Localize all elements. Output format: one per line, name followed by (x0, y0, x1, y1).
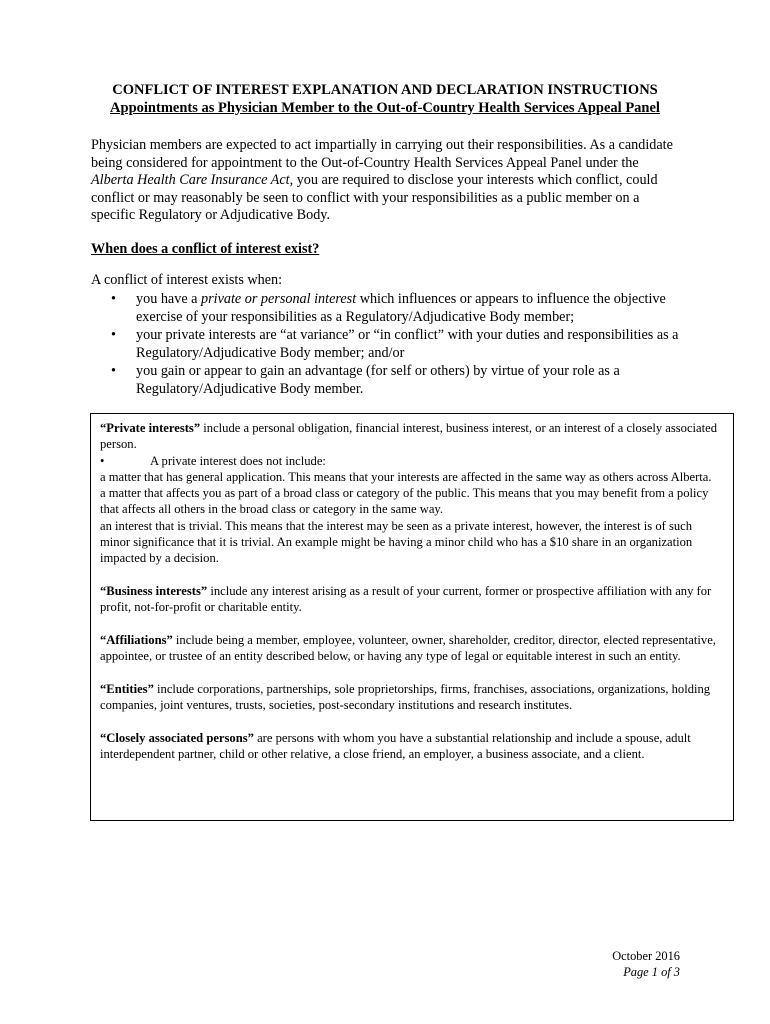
bullet-1-post: which influences or appears to influence the objective exercise of your responsibilities as a Regulatory/Adjudicative Body member; (136, 291, 666, 325)
document-subtitle: Appointments as Physician Member to the Out-of-Country Health Services Appeal Panel (110, 100, 660, 116)
closely-associated-term: “Closely associated persons” (100, 730, 254, 745)
intro-text-1: Physician members are expected to act impartially in carrying out their responsibilities. As a candidate being considered for appointment to the Out-of-Country Health Services Appeal Panel under the (91, 137, 673, 171)
definitions-box (90, 413, 734, 821)
affiliations-term: “Affiliations” (100, 632, 173, 647)
not-include-text: A private interest does not include: (150, 453, 326, 468)
spacer (100, 664, 724, 680)
list-item (91, 326, 691, 362)
bullet-icon: • (111, 327, 116, 343)
business-interests-term: “Business interests” (100, 583, 208, 598)
spacer (100, 713, 724, 729)
page-footer (612, 948, 680, 980)
intro-paragraph (91, 137, 681, 225)
bullet-1-pre: you have a (136, 291, 202, 307)
footer-date: October 2016 (612, 949, 680, 963)
conflict-lead: A conflict of interest exists when: (91, 272, 283, 288)
list-item (91, 290, 691, 326)
affiliations-definition (100, 632, 724, 665)
business-interests-definition (100, 583, 724, 616)
private-interests-text: include a personal obligation, financial interest, business interest, or an interest of a closely associated person. (100, 421, 718, 452)
spacer (100, 616, 724, 632)
private-interests-term: “Private interests” (100, 421, 201, 435)
closely-associated-definition (100, 730, 724, 763)
bullet-2-text: your private interests are “at variance” or “in conflict” with your duties and responsibilities as a Regulatory/Adjudicative Body member; and/or (136, 327, 679, 361)
conflict-bullet-list (91, 290, 691, 398)
closely-associated-text: are persons with whom you have a substantial relationship and include a spouse, adult interdependent partner, child or other relative, a close friend, an employer, a business associate, and a client. (100, 730, 691, 761)
exclusion-trivial: an interest that is trivial. This means that the interest may be seen as a private interest, however, the interest is of such minor significance that it is trivial. An example might be having a minor child who has a $10 share in an organization impacted by a decision. (100, 518, 693, 566)
document-title: CONFLICT OF INTEREST EXPLANATION AND DECLARATION INSTRUCTIONS (112, 82, 658, 98)
affiliations-text: include being a member, employee, volunteer, owner, shareholder, creditor, director, elected representative, appointee, or trustee of an entity described below, or having any type of legal or equitable interest in such an entity. (100, 632, 716, 664)
bullet-icon: • (100, 453, 105, 468)
entities-term: “Entities” (100, 681, 154, 696)
exclusion-general: a matter that has general application. This means that your interests are affected in the same way as others across Alberta. (100, 469, 712, 484)
private-interests-definition (100, 420, 724, 453)
bullet-3-text: you gain or appear to gain an advantage (for self or others) by virtue of your role as a Regulatory/Adjudicative Body member. (136, 363, 620, 397)
bullet-icon: • (111, 363, 116, 379)
business-interests-text: include any interest arising as a result of your current, former or prospective affiliation with any for profit, not-for-profit or charitable entity. (100, 583, 712, 615)
bullet-1-emphasis: private or personal interest (201, 291, 357, 307)
act-name: Alberta Health Care Insurance Act, (91, 172, 294, 188)
spacer (100, 567, 724, 583)
list-item (91, 362, 691, 398)
exclusion-broad-class: a matter that affects you as part of a broad class or category of the public. This means that you may benefit from a policy that affects all others in the broad class or category in the same way. (100, 486, 709, 517)
bullet-icon: • (111, 291, 116, 307)
intro-text-2: you are required to disclose your interests which conflict, could conflict or may reasonably be seen to conflict with your responsibilities as a public member on a specific Regulatory or Adjudicative Body. (91, 172, 658, 223)
page-number: Page 1 of 3 (623, 965, 680, 979)
not-include-line (100, 453, 724, 469)
entities-definition (100, 681, 724, 714)
section-heading: When does a conflict of interest exist? (91, 241, 320, 257)
entities-text: include corporations, partnerships, sole proprietorships, firms, franchises, associations, organizations, holding companies, joint ventures, trusts, societies, post-secondary institutions and research institutes. (100, 681, 711, 713)
